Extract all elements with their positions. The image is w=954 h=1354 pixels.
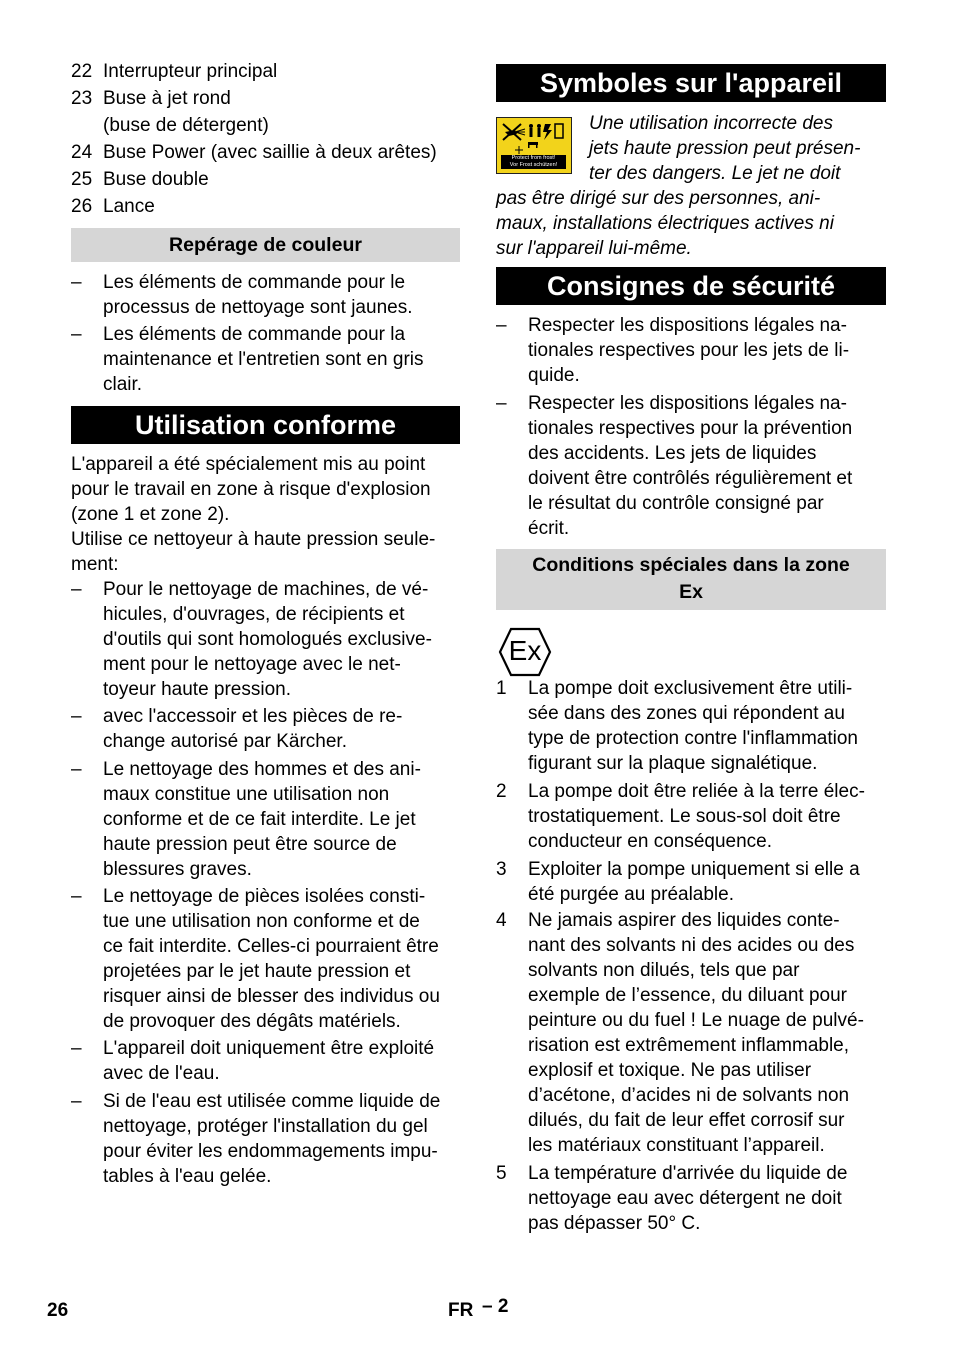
color-item: – Les éléments de commande pour la maintenance et l'entretien sont en gris clair. <box>71 324 424 395</box>
parts-list-item: 26 Lance <box>71 196 155 217</box>
usage-item: – Pour le nettoyage de machines, de vé- hicules, d'ouvrages, de récipients et d'outils qui sont homologués exclusive- ment pour le nettoyage avec le net- toyeur haute pression. <box>71 579 432 700</box>
usage-item: – Le nettoyage des hommes et des ani- maux constitue une utilisation non conforme et de ce fait interdite. Le jet haute pression peut être source de blessures graves. <box>71 759 421 880</box>
ex-item: 4 Ne jamais aspirer des liquides conte- nant des solvants ni des acides ou des solvants non dilués, tels que par exemple de l’essence, du diluant pour peinture ou du fuel ! Le nuage de pulvé- risation est extrêmement inflammable, explosif et toxique. Ne pas utiliser d’acétone, d’acides ni de solvants non dilués, du fait de leur effet corrosif sur les matériaux constituant l’appareil. <box>496 910 864 1156</box>
ex-item: 2 La pompe doit être reliée à la terre élec- trostatiquement. Le sous-sol doit être conducteur en conséquence. <box>496 781 865 852</box>
parts-list-item: (buse de détergent) <box>103 115 269 136</box>
language-code: FR <box>448 1300 474 1321</box>
page-number: 26 <box>47 1300 69 1321</box>
ex-item: 5 La température d'arrivée du liquide de nettoyage eau avec détergent ne doit pas dépasser 50° C. <box>496 1163 848 1234</box>
symbols-text-bottom: pas être dirigé sur des personnes, ani- maux, installations électriques actives ni sur l'appareil lui-même. <box>496 188 834 259</box>
frost-label: Protect from frost! Vor Frost schützen! <box>509 155 558 168</box>
warning-label-image <box>496 117 572 174</box>
ex-item: 1 La pompe doit exclusivement être utili- sée dans des zones qui répondent au type de protection contre l'inflammation figurant sur la plaque signalétique. <box>496 678 858 774</box>
color-item: – Les éléments de commande pour le processus de nettoyage sont jaunes. <box>71 272 413 318</box>
usage-item: – Si de l'eau est utilisée comme liquide de nettoyage, protéger l'installation du gel pour éviter les endommagements impu- tables à l'eau gelée. <box>71 1091 441 1187</box>
symbols-text-top: Une utilisation incorrecte des jets haute pression peut présen- ter des dangers. Le jet ne doit <box>589 113 861 184</box>
parts-list-item: 24 Buse Power (avec saillie à deux arêtes) <box>71 142 437 163</box>
usage-intro: L'appareil a été spécialement mis au point pour le travail en zone à risque d'explosion (zone 1 et zone 2). Utilise ce nettoyeur à haute pression seule- ment: <box>71 454 436 575</box>
usage-heading: Utilisation conforme <box>71 406 460 444</box>
usage-item: – avec l'accessoir et les pièces de re- change autorisé par Kärcher. <box>71 706 403 752</box>
section-number: – 2 <box>482 1296 509 1317</box>
symbols-heading: Symboles sur l'appareil <box>496 64 886 102</box>
safety-item: – Respecter les dispositions légales na- tionales respectives pour la prévention des accidents. Les jets de liquides doivent être contrôlés régulièrement et le résultat du contrôle consigné par écrit. <box>496 393 853 539</box>
color-coding-heading: Repérage de couleur <box>71 228 460 262</box>
usage-item: – L'appareil doit uniquement être exploité avec de l'eau. <box>71 1038 435 1084</box>
safety-item: – Respecter les dispositions légales na- tionales respectives pour les jets de li- quide. <box>496 315 850 386</box>
usage-item: – Le nettoyage de pièces isolées consti- tue une utilisation non conforme et de ce fait interdite. Celles-ci pourraient être projetées par le jet haute pression et risquer ainsi de blesser des individus ou de provoquer des dégâts matériels. <box>71 886 440 1032</box>
safety-heading: Consignes de sécurité <box>496 267 886 305</box>
parts-list-item: 22 Interrupteur principal <box>71 61 278 82</box>
parts-list-item: 25 Buse double <box>71 169 209 190</box>
ex-zone-heading: Conditions spéciales dans la zone Ex <box>496 549 886 610</box>
parts-list-item: 23 Buse à jet rond <box>71 88 231 109</box>
ex-hexagon-symbol: Ex <box>498 627 552 677</box>
ex-item: 3 Exploiter la pompe uniquement si elle a été purgée au préalable. <box>496 859 860 905</box>
